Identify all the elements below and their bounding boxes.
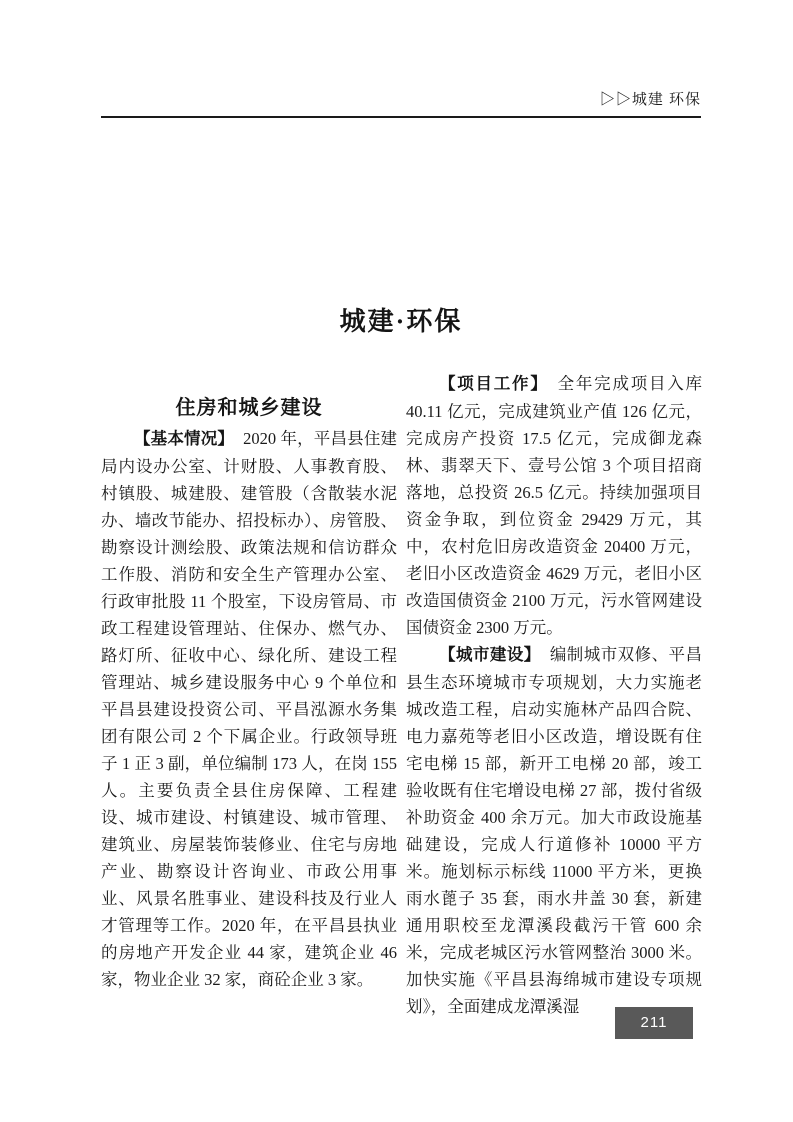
entry-text: 全年完成项目入库 40.11 亿元，完成建筑业产值 126 亿元，完成房产投资 17.5 亿元，完成御龙森林、翡翠天下、壹号公馆 3 个项目招商落地，总投资 26.5 亿元。持续加强项目资金争取，到位资金 29429 万元，其中，农村危旧房改造资金 20400 万元，老旧小区改造资金 4629 万元，老旧小区改造国债资金 2100 万元，污水管网建设国债资金 2300 万元。 [406, 374, 703, 637]
running-header [101, 90, 701, 110]
entry-tag: 【基本情况】 [134, 430, 235, 448]
section-heading: 住房和城乡建设 [175, 397, 323, 419]
paragraph-basic-situation [101, 425, 397, 993]
entry-tag: 【城市建设】 [439, 646, 541, 664]
entry-text: 编制城市双修、平昌县生态环境城市专项规划，大力实施老城改造工程，启动实施林产品四合院、电力嘉苑等老旧小区改造，增设既有住宅电梯 15 部，新开工电梯 20 部，竣工验收既有住宅增设电梯 27 部，拨付省级补助资金 400 余万元。加大市政设施基础建设，完成人行道修补 10000 平方米。施划标示标线 11000 平方米，更换雨水蓖子 35 套，雨水井盖 30 套，新建通用职校至龙潭溪段截污干管 600 余米，完成老城区污水管网整治 3000 米。加快实施《平昌县海绵城市建设专项规划》，全面建成龙潭溪湿 [406, 645, 703, 1016]
paragraph-project-work [406, 370, 702, 641]
right-column [406, 370, 702, 1020]
page-number-badge: 211 [615, 1007, 693, 1039]
entry-tag: 【项目工作】 [439, 375, 549, 393]
header-rule [101, 116, 701, 118]
page-title: 城建·环保 [339, 307, 463, 336]
entry-text: 2020 年，平昌县住建局内设办公室、计财股、人事教育股、村镇股、城建股、建管股（含散装水泥办、墙改节能办、招投标办）、房管股、勘察设计测绘股、政策法规和信访群众工作股、消防和安全生产管理办公室、行政审批股 11 个股室，下设房管局、市政工程建设管理站、住保办、燃气办、路灯所、征收中心、绿化所、建设工程管理站、城乡建设服务中心 9 个单位和平昌县建设投资公司、平昌泓源水务集团有限公司 2 个下属企业。行政领导班子 1 正 3 副，单位编制 173 人，在岗 155 人。主要负责全县住房保障、工程建设、城市建设、村镇建设、城市管理、建筑业、房屋装饰装修业、住宅与房地产业、勘察设计咨询业、市政公用事业、风景名胜事业、建设科技及行业人才管理等工作。2020 年，在平昌县执业的房地产开发企业 44 家，建筑企业 46 家，物业企业 32 家，商砼企业 3 家。 [101, 429, 398, 989]
running-header-label: ▷▷城建 环保 [599, 91, 701, 108]
left-column [101, 392, 397, 993]
paragraph-urban-construction [406, 641, 702, 1020]
